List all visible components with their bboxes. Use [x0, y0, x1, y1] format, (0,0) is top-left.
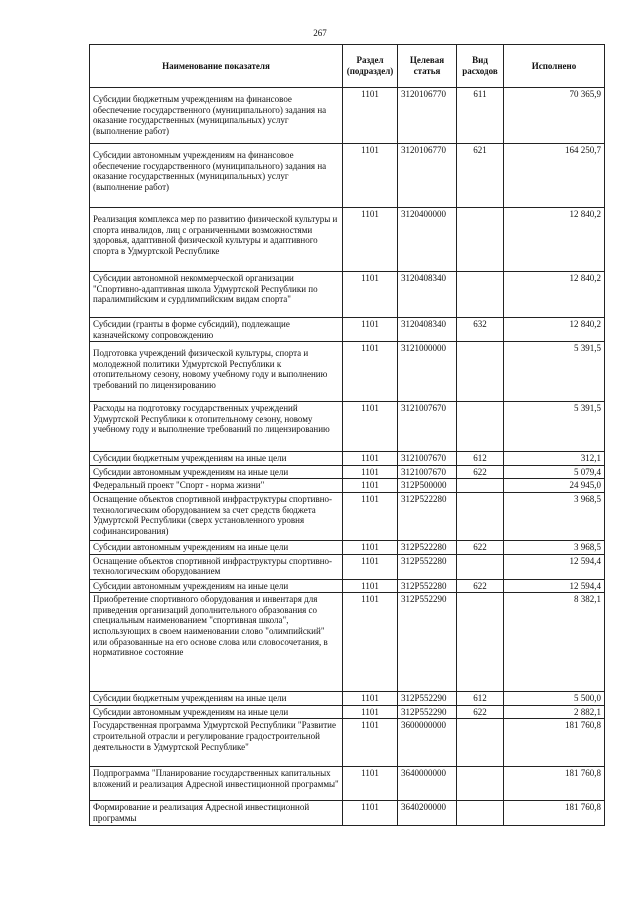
- cell-name: Оснащение объектов спортивной инфраструктуры спортивно-технологическим оборудованием за счет средств бюджета Удмуртской Республики (сверх установленного уровня софинансирования): [90, 492, 343, 540]
- cell-section: 1101: [343, 465, 398, 479]
- cell-section: 1101: [343, 208, 398, 272]
- cell-executed: 3 968,5: [504, 540, 605, 554]
- cell-executed: 164 250,7: [504, 144, 605, 208]
- cell-executed: 8 382,1: [504, 593, 605, 692]
- header-article: Целевая статья: [398, 45, 457, 88]
- cell-article: 3640200000: [398, 801, 457, 825]
- cell-article: 312P522280: [398, 492, 457, 540]
- cell-type: [457, 767, 504, 801]
- cell-name: Субсидии бюджетным учреждениям на иные цели: [90, 452, 343, 466]
- table-row: [90, 554, 605, 579]
- table-row: [90, 593, 605, 692]
- cell-name: Федеральный проект "Спорт - норма жизни": [90, 479, 343, 493]
- cell-name: Субсидии автономным учреждениям на финансовое обеспечение государственного (муниципального) задания на оказание государственных (муниципальных) услуг (выполнение работ): [90, 144, 343, 208]
- cell-type: [457, 801, 504, 825]
- cell-section: 1101: [343, 801, 398, 825]
- cell-article: 3640000000: [398, 767, 457, 801]
- cell-type: 612: [457, 452, 504, 466]
- cell-type: [457, 492, 504, 540]
- header-type: Вид расходов: [457, 45, 504, 88]
- cell-section: 1101: [343, 88, 398, 144]
- cell-executed: 181 760,8: [504, 767, 605, 801]
- cell-article: 3120106770: [398, 88, 457, 144]
- cell-executed: 3 968,5: [504, 492, 605, 540]
- cell-article: 312P522280: [398, 540, 457, 554]
- cell-type: [457, 479, 504, 493]
- cell-name: Субсидии бюджетным учреждениям на финансовое обеспечение государственного (муниципального) задания на оказание государственных (муниципальных) услуг (выполнение работ): [90, 88, 343, 144]
- cell-executed: 5 391,5: [504, 402, 605, 452]
- table-row: [90, 719, 605, 767]
- cell-type: [457, 208, 504, 272]
- cell-type: [457, 342, 504, 402]
- cell-type: [457, 272, 504, 318]
- cell-type: [457, 402, 504, 452]
- table-row: [90, 692, 605, 706]
- budget-table: [89, 44, 605, 826]
- header-name: Наименование показателя: [90, 45, 343, 88]
- cell-section: 1101: [343, 692, 398, 706]
- cell-name: Субсидии автономным учреждениям на иные цели: [90, 540, 343, 554]
- cell-executed: 5 079,4: [504, 465, 605, 479]
- cell-section: 1101: [343, 492, 398, 540]
- page-number: 267: [313, 28, 327, 38]
- cell-name: Государственная программа Удмуртской Республики "Развитие строительной отрасли и регулирование градостроительной деятельности в Удмуртской Республике": [90, 719, 343, 767]
- cell-executed: 181 760,8: [504, 801, 605, 825]
- cell-article: 3120106770: [398, 144, 457, 208]
- cell-name: Расходы на подготовку государственных учреждений Удмуртской Республики к отопительному сезону, новому учебному году и выполнение требований по лицензированию: [90, 402, 343, 452]
- cell-name: Субсидии бюджетным учреждениям на иные цели: [90, 692, 343, 706]
- table-row: [90, 492, 605, 540]
- cell-section: 1101: [343, 452, 398, 466]
- cell-section: 1101: [343, 318, 398, 342]
- cell-article: 3120400000: [398, 208, 457, 272]
- cell-type: [457, 554, 504, 579]
- table-row: [90, 465, 605, 479]
- table-row: [90, 144, 605, 208]
- cell-article: 3120408340: [398, 318, 457, 342]
- table-row: [90, 767, 605, 801]
- table-row: [90, 208, 605, 272]
- cell-name: Субсидии автономным учреждениям на иные цели: [90, 705, 343, 719]
- cell-type: 632: [457, 318, 504, 342]
- cell-name: Субсидии автономным учреждениям на иные цели: [90, 579, 343, 593]
- cell-article: 312P552280: [398, 554, 457, 579]
- cell-section: 1101: [343, 272, 398, 318]
- cell-article: 312P552280: [398, 579, 457, 593]
- cell-executed: 12 840,2: [504, 272, 605, 318]
- cell-type: 622: [457, 705, 504, 719]
- cell-article: 3600000000: [398, 719, 457, 767]
- cell-executed: 312,1: [504, 452, 605, 466]
- cell-article: 312P552290: [398, 593, 457, 692]
- cell-type: 611: [457, 88, 504, 144]
- table-row: [90, 342, 605, 402]
- table-body: [90, 88, 605, 826]
- cell-name: Оснащение объектов спортивной инфраструктуры спортивно-технологическим оборудованием: [90, 554, 343, 579]
- cell-name: Субсидии (гранты в форме субсидий), подлежащие казначейскому сопровождению: [90, 318, 343, 342]
- cell-executed: 12 840,2: [504, 318, 605, 342]
- header-section: Раздел (подраздел): [343, 45, 398, 88]
- table-row: [90, 452, 605, 466]
- cell-executed: 12 840,2: [504, 208, 605, 272]
- table-row: [90, 318, 605, 342]
- cell-section: 1101: [343, 719, 398, 767]
- cell-executed: 181 760,8: [504, 719, 605, 767]
- cell-executed: 5 500,0: [504, 692, 605, 706]
- cell-executed: 2 882,1: [504, 705, 605, 719]
- cell-type: 622: [457, 465, 504, 479]
- cell-executed: 5 391,5: [504, 342, 605, 402]
- cell-section: 1101: [343, 579, 398, 593]
- cell-section: 1101: [343, 540, 398, 554]
- cell-name: Подпрограмма "Планирование государственных капитальных вложений и реализация Адресной инвестиционной программы": [90, 767, 343, 801]
- table-row: [90, 579, 605, 593]
- table-row: [90, 88, 605, 144]
- cell-type: [457, 593, 504, 692]
- cell-name: Приобретение спортивного оборудования и инвентаря для приведения организаций дополнительного образования со специальным наименованием "спортивная школа", использующих в своем наименовании слово "олимпийский" или образованные на его основе слова или словосочетания, в нормативное состояние: [90, 593, 343, 692]
- cell-article: 312P552290: [398, 705, 457, 719]
- cell-section: 1101: [343, 593, 398, 692]
- cell-type: 622: [457, 579, 504, 593]
- cell-section: 1101: [343, 144, 398, 208]
- cell-section: 1101: [343, 402, 398, 452]
- cell-name: Реализация комплекса мер по развитию физической культуры и спорта инвалидов, лиц с ограниченными возможностями здоровья, адаптивной физической культуры и адаптивного спорта в Удмуртской Республике: [90, 208, 343, 272]
- cell-article: 3121000000: [398, 342, 457, 402]
- table-row: [90, 705, 605, 719]
- table-row: [90, 801, 605, 825]
- cell-name: Субсидии автономной некоммерческой организации "Спортивно-адаптивная школа Удмуртской Республики по паралимпийским и сурдлимпийским видам спорта": [90, 272, 343, 318]
- cell-executed: 70 365,9: [504, 88, 605, 144]
- cell-type: 621: [457, 144, 504, 208]
- cell-executed: 24 945,0: [504, 479, 605, 493]
- cell-article: 3120408340: [398, 272, 457, 318]
- cell-name: Формирование и реализация Адресной инвестиционной программы: [90, 801, 343, 825]
- cell-article: 3121007670: [398, 402, 457, 452]
- table-row: [90, 540, 605, 554]
- cell-type: 622: [457, 540, 504, 554]
- table-row: [90, 402, 605, 452]
- cell-executed: 12 594,4: [504, 554, 605, 579]
- cell-article: 3121007670: [398, 452, 457, 466]
- cell-section: 1101: [343, 554, 398, 579]
- cell-section: 1101: [343, 767, 398, 801]
- cell-name: Субсидии автономным учреждениям на иные цели: [90, 465, 343, 479]
- table-row: [90, 479, 605, 493]
- cell-article: 3121007670: [398, 465, 457, 479]
- cell-type: [457, 719, 504, 767]
- table-row: [90, 272, 605, 318]
- cell-section: 1101: [343, 479, 398, 493]
- cell-executed: 12 594,4: [504, 579, 605, 593]
- header-row: [90, 45, 605, 88]
- cell-section: 1101: [343, 705, 398, 719]
- cell-article: 312P500000: [398, 479, 457, 493]
- cell-type: 612: [457, 692, 504, 706]
- cell-article: 312P552290: [398, 692, 457, 706]
- cell-section: 1101: [343, 342, 398, 402]
- header-executed: Исполнено: [504, 45, 605, 88]
- cell-name: Подготовка учреждений физической культуры, спорта и молодежной политики Удмуртской Республики к отопительному сезону, новому учебному году и выполнению требований по лицензированию: [90, 342, 343, 402]
